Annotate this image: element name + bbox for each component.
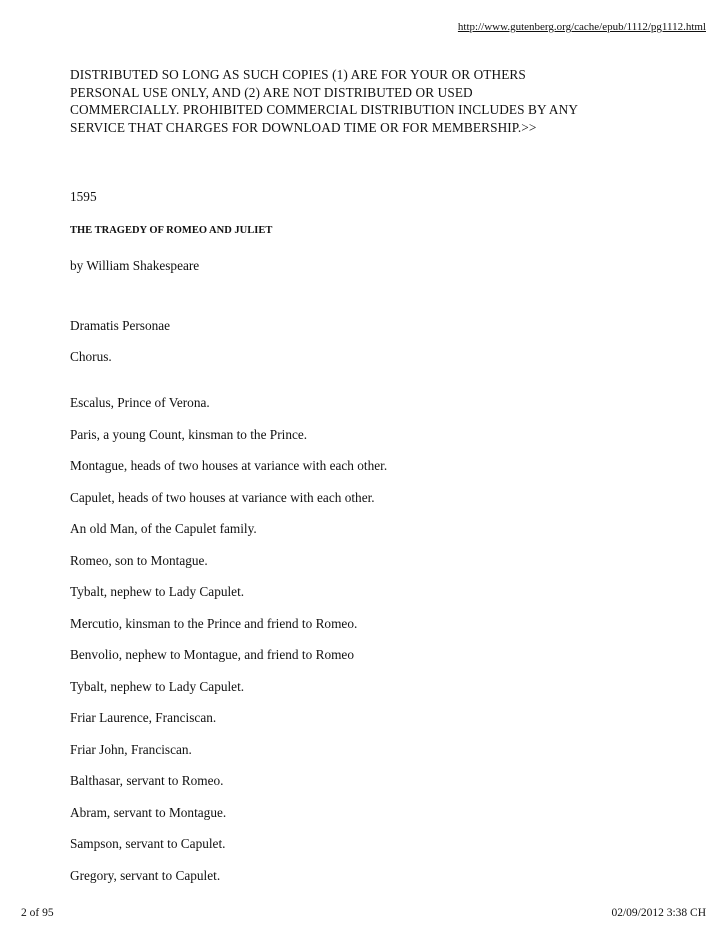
dramatis-personae-list [70, 395, 387, 899]
page-number: 2 of 95 [21, 907, 54, 919]
persona-entry: Abram, servant to Montague. [70, 804, 227, 820]
dramatis-personae-heading: Dramatis Personae [70, 318, 171, 333]
document-body [70, 66, 690, 883]
persona-entry: Benvolio, nephew to Montague, and friend to Romeo [70, 647, 354, 662]
persona-entry: Montague, heads of two houses at variance with each other. [70, 458, 388, 473]
persona-entry: Mercutio, kinsman to the Prince and friend to Romeo. [70, 615, 358, 631]
publication-year: 1595 [70, 189, 97, 204]
persona-entry: Escalus, Prince of Verona. [70, 395, 210, 410]
license-line: DISTRIBUTED SO LONG AS SUCH COPIES (1) ARE FOR YOUR OR OTHERS [70, 67, 526, 82]
persona-entry: Capulet, heads of two houses at variance with each other. [70, 489, 375, 505]
license-line: PERSONAL USE ONLY, AND (2) ARE NOT DISTRIBUTED OR USED [70, 84, 473, 100]
license-line: COMMERCIALLY. PROHIBITED COMMERCIAL DISTRIBUTION INCLUDES BY ANY [70, 102, 579, 117]
persona-entry: Sampson, servant to Capulet. [70, 836, 226, 851]
chorus-entry: Chorus. [70, 349, 112, 364]
page-url-link[interactable]: http://www.gutenberg.org/cache/epub/1112/pg1112.html [457, 21, 706, 33]
persona-entry: Gregory, servant to Capulet. [70, 867, 221, 883]
persona-entry: Friar John, Franciscan. [70, 741, 192, 757]
persona-entry: Balthasar, servant to Romeo. [70, 773, 224, 788]
persona-entry: Tybalt, nephew to Lady Capulet. [70, 678, 245, 694]
persona-entry: Friar Laurence, Franciscan. [70, 710, 217, 725]
persona-entry: Tybalt, nephew to Lady Capulet. [70, 584, 245, 599]
license-paragraph [70, 66, 690, 136]
author-line: by William Shakespeare [70, 258, 200, 273]
persona-entry: Romeo, son to Montague. [70, 552, 208, 568]
play-title: THE TRAGEDY OF ROMEO AND JULIET [70, 225, 273, 236]
license-line: SERVICE THAT CHARGES FOR DOWNLOAD TIME OR FOR MEMBERSHIP.>> [70, 119, 537, 135]
print-timestamp: 02/09/2012 3:38 CH [611, 907, 706, 919]
persona-entry: An old Man, of the Capulet family. [70, 521, 257, 536]
persona-entry: Paris, a young Count, kinsman to the Prince. [70, 426, 308, 442]
